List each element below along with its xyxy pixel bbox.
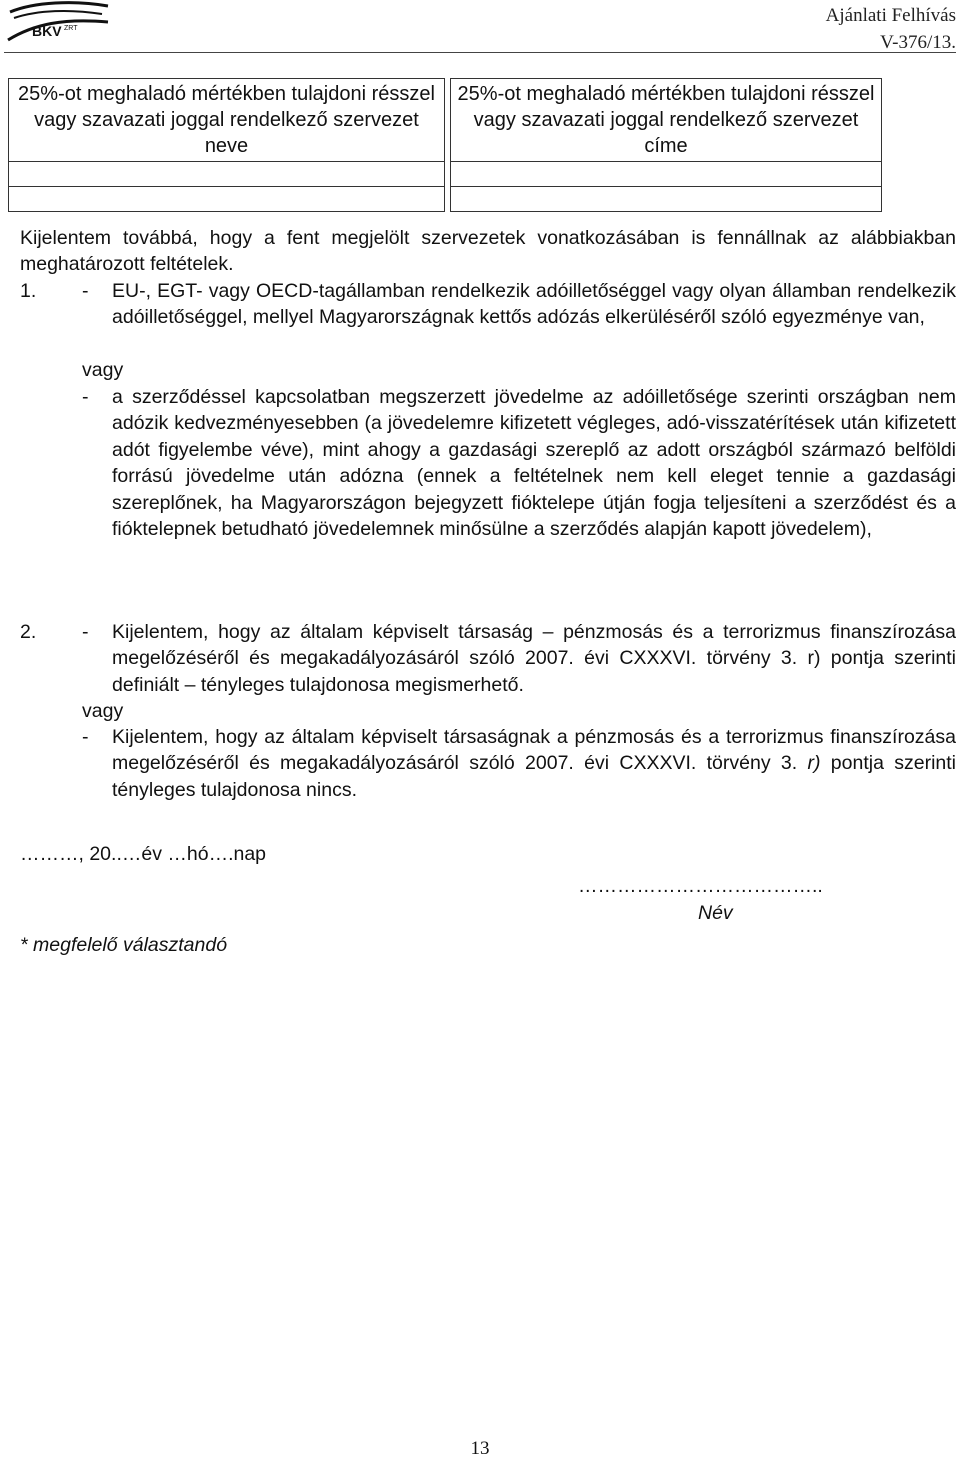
table-header-address: 25%-ot meghaladó mértékben tulajdoni résszel vagy szavazati joggal rendelkező szervezet címe <box>451 79 882 162</box>
date-line[interactable]: ………, 20..…év …hó….nap <box>20 843 267 865</box>
bullet-dash: - <box>82 726 89 748</box>
table-row <box>9 187 882 212</box>
table-row <box>9 162 882 187</box>
footnote: * megfelelő választandó <box>20 934 228 956</box>
table-cell-address[interactable] <box>451 162 882 187</box>
table-cell-address[interactable] <box>451 187 882 212</box>
document-reference <box>826 2 956 56</box>
item-number: 1. <box>20 280 37 302</box>
item2-option-b-text-end: pontja szerinti tényleges tulajdonosa nincs. <box>112 752 957 801</box>
header-divider <box>4 52 956 53</box>
table-header-name: 25%-ot meghaladó mértékben tulajdoni résszel vagy szavazati joggal rendelkező szervezet neve <box>9 79 445 162</box>
owners-table <box>8 78 882 212</box>
bkv-logo <box>4 0 112 44</box>
bullet-dash: - <box>82 621 89 643</box>
table-cell-name[interactable] <box>9 187 445 212</box>
item2-option-b-text: Kijelentem, hogy az általam képviselt társaságnak a pénzmosás és a terrorizmus finanszírozása megelőzéséről és megakadályozásáról szóló 2007. évi CXXXVI. törvény 3. <box>112 726 956 775</box>
bullet-dash: - <box>82 280 89 302</box>
intro-paragraph: Kijelentem továbbá, hogy a fent megjelölt szervezetek vonatkozásában is fennállnak az alábbiakban meghatározott feltételek. <box>20 227 956 276</box>
bullet-dash: - <box>82 386 89 408</box>
item1-or: vagy <box>82 359 124 381</box>
item-number: 2. <box>20 621 37 643</box>
item2-option-b-italic: r) <box>807 752 821 775</box>
item2-or: vagy <box>82 700 124 722</box>
item2-option-b <box>112 724 956 803</box>
document-number: V-376/13. <box>880 32 956 53</box>
item2-option-a: Kijelentem, hogy az általam képviselt társaság – pénzmosás és a terrorizmus finanszírozása megelőzéséről és megakadályozásáról szóló 2007. évi CXXXVI. törvény 3. r) pontja szerinti definiált – tényleges tulajdonosa megismerhető. <box>112 621 956 696</box>
svg-text:ZRT: ZRT <box>64 25 78 32</box>
document-type: Ajánlati Felhívás <box>825 5 956 26</box>
page-number: 13 <box>470 1438 490 1459</box>
svg-text:BKV: BKV <box>32 23 62 39</box>
item1-option-b: a szerződéssel kapcsolatban megszerzett jövedelme az adóilletősége szerinti országban nem adózik kedvezményesebben (a jövedelemre kifizetett végleges, adó-visszatérítések után kifizetett adót figyelembe véve), mint ahogy a gazdasági szereplő az adott országból származó belföldi forrású jövedelme után adózna (ennek a feltételnek nem kell eleget tennie a gazdasági szereplőnek, ha Magyarországon bejegyzett fióktelepe útján fogja teljesíteni a szerződést és a fióktelepnek betudható jövedelemnek minősülne a szerződés alapján kapott jövedelem), <box>112 386 956 541</box>
signature-label: Név <box>698 902 733 924</box>
item1-option-a: EU-, EGT- vagy OECD-tagállamban rendelkezik adóilletőséggel vagy olyan államban rendelkezik adóilletőséggel, mellyel Magyarországnak kettős adózás elkerüléséről szóló egyezménye van, <box>112 280 956 329</box>
table-cell-name[interactable] <box>9 162 445 187</box>
signature-line[interactable]: ……………………………….. <box>578 875 823 897</box>
